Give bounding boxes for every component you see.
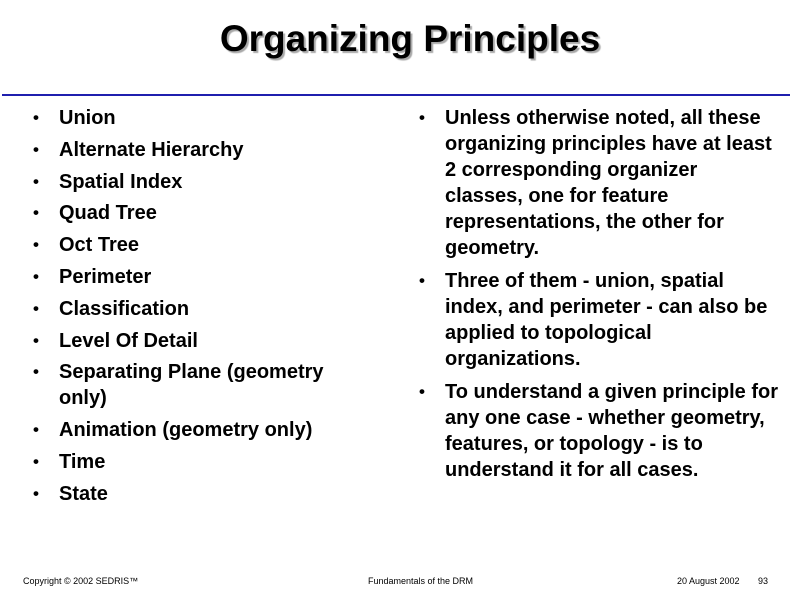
list-item: [29, 137, 369, 163]
list-item-text: Unless otherwise noted, all these organizing principles have at least 2 corresponding organizer classes, one for feature representations, the other for geometry.: [445, 107, 772, 259]
bullet-icon: •: [33, 139, 39, 159]
bullet-icon: •: [419, 108, 425, 127]
list-item: [415, 268, 780, 372]
list-item: [29, 296, 369, 322]
bullet-icon: •: [33, 330, 39, 350]
left-bullet-list: [29, 105, 369, 513]
list-item-text: Level Of Detail: [59, 329, 198, 352]
list-item-text: Time: [59, 450, 106, 473]
bullet-icon: •: [33, 266, 39, 286]
list-item-text: To understand a given principle for any one case - whether geometry, features, or topology - is to understand it for all cases.: [445, 381, 778, 481]
list-item: [29, 105, 369, 131]
list-item: [29, 264, 369, 290]
footer-copyright: Copyright © 2002 SEDRIS™: [23, 576, 139, 586]
bullet-icon: •: [33, 298, 39, 318]
list-item: [29, 328, 369, 354]
list-item: [415, 105, 780, 261]
footer-course-title: Fundamentals of the DRM: [368, 576, 474, 586]
list-item-text: Classification: [59, 297, 190, 320]
list-item-text: Union: [59, 107, 116, 129]
list-item-text: State: [59, 482, 108, 505]
list-item: [29, 481, 369, 507]
list-item: [29, 232, 369, 258]
list-item-text: Oct Tree: [59, 234, 140, 257]
list-item-text: Three of them - union, spatial index, and perimeter - can also be applied to topological organizations.: [445, 270, 768, 370]
list-item: [29, 417, 369, 443]
footer-date: 20 August 2002: [677, 576, 740, 586]
list-item-text: Quad Tree: [59, 202, 157, 225]
bullet-icon: •: [33, 203, 39, 223]
bullet-icon: •: [419, 382, 425, 401]
list-item: [29, 169, 369, 195]
list-item-text: Animation (geometry only): [59, 419, 313, 442]
list-item-text: Perimeter: [59, 265, 152, 288]
title-divider: [2, 94, 790, 96]
list-item: [29, 200, 369, 226]
footer-page-number: 93: [758, 576, 769, 586]
right-bullet-list: [415, 105, 780, 490]
bullet-icon: •: [33, 483, 39, 503]
list-item-text: Alternate Hierarchy: [59, 138, 244, 161]
slide-title: Organizing Principles: [219, 18, 601, 59]
list-item: [415, 379, 780, 483]
bullet-icon: •: [33, 108, 39, 127]
bullet-icon: •: [33, 235, 39, 255]
list-item-text: Spatial Index: [59, 170, 183, 193]
bullet-icon: •: [33, 420, 39, 440]
bullet-icon: •: [419, 271, 425, 290]
bullet-icon: •: [33, 451, 39, 471]
list-item: [29, 449, 369, 475]
list-item: [29, 359, 369, 411]
list-item-text: Separating Plane (geometry only): [59, 361, 324, 410]
bullet-icon: •: [33, 362, 39, 382]
bullet-icon: •: [33, 171, 39, 191]
